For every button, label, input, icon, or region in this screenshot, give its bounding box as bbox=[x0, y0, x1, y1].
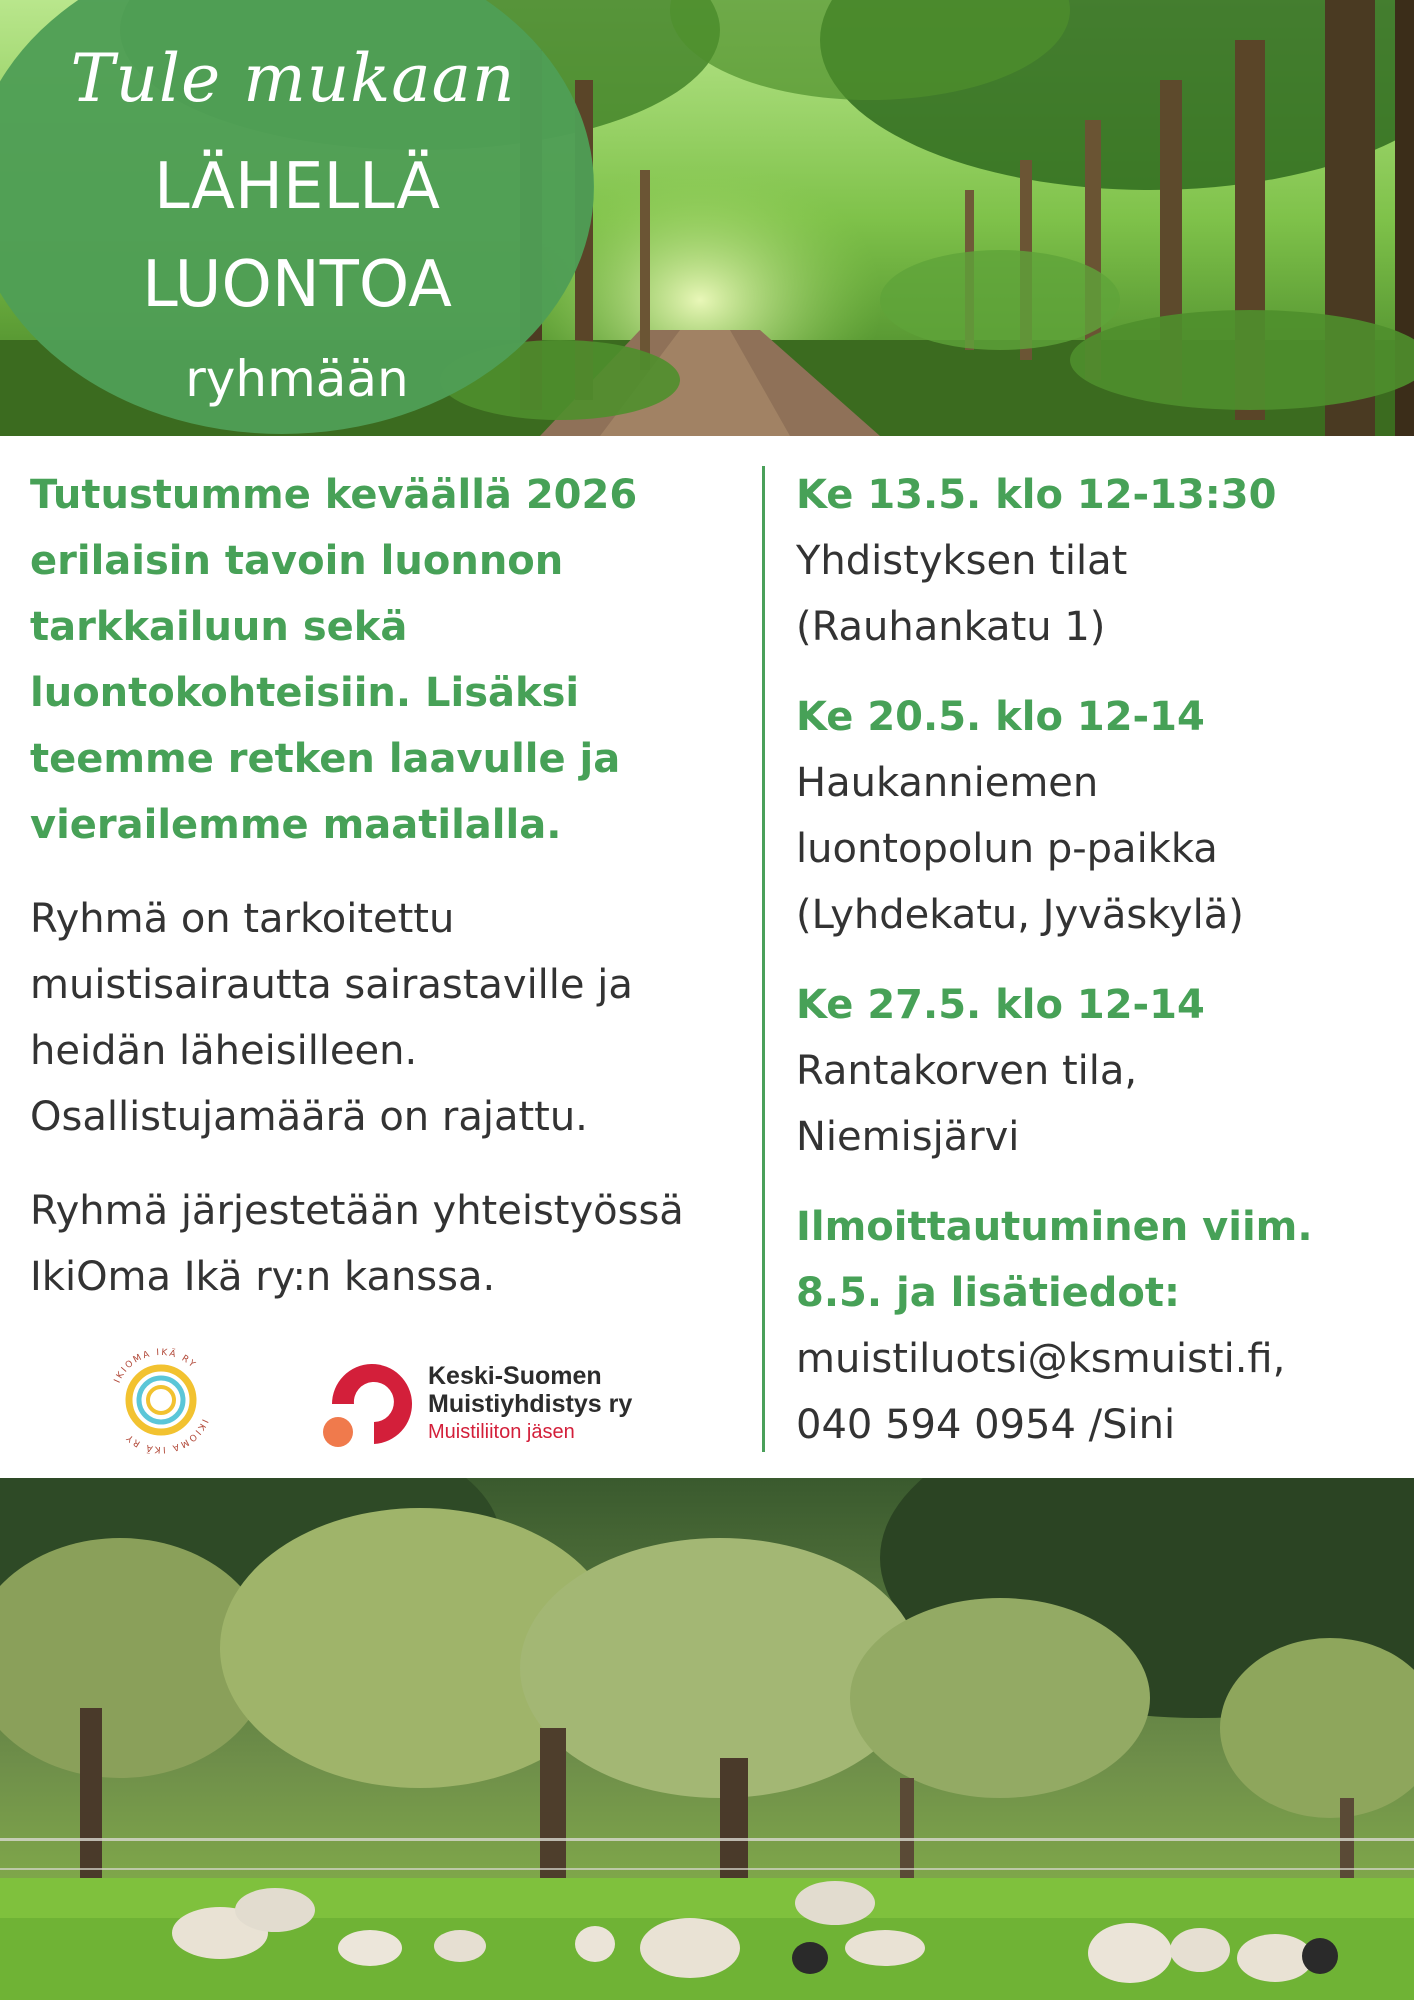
event-location bbox=[796, 1038, 1396, 1170]
ikioma-ika-logo bbox=[96, 1340, 226, 1460]
location-line: Haukanniemen bbox=[796, 760, 1099, 806]
event-time: Ke 27.5. klo 12-14 bbox=[796, 982, 1205, 1028]
event-time: Ke 13.5. klo 12-13:30 bbox=[796, 472, 1277, 518]
script-title: Tule mukaan bbox=[70, 40, 516, 117]
target-line: Osallistujamäärä on rajattu. bbox=[30, 1094, 588, 1140]
intro-line: teemme retken laavulle ja bbox=[30, 736, 621, 782]
ikioma-ring-text: IKIOMA IKÄ RY bbox=[112, 1347, 199, 1385]
cooperation-line: IkiOma Ikä ry:n kanssa. bbox=[30, 1254, 496, 1300]
title-line-1: LÄHELLÄ bbox=[153, 150, 441, 224]
location-line: luontopolun p-paikka bbox=[796, 826, 1218, 872]
ks-muistiyhdistys-logo bbox=[312, 1356, 412, 1456]
ks-name-line-2: Muistiyhdistys ry bbox=[428, 1390, 633, 1418]
location-line: Yhdistyksen tilat bbox=[796, 538, 1128, 584]
target-group-text bbox=[30, 886, 760, 1150]
cooperation-line: Ryhmä järjestetään yhteistyössä bbox=[30, 1188, 684, 1234]
event-time: Ke 20.5. klo 12-14 bbox=[796, 694, 1205, 740]
event-location bbox=[796, 750, 1396, 948]
intro-line: vierailemme maatilalla. bbox=[30, 802, 562, 848]
intro-line: tarkkailuun sekä bbox=[30, 604, 408, 650]
ikioma-ring-text-bottom: IKIOMA IKÄ RY bbox=[123, 1417, 210, 1455]
target-line: heidän läheisilleen. bbox=[30, 1028, 418, 1074]
contact-phone[interactable]: 040 594 0954 /Sini bbox=[796, 1402, 1176, 1448]
column-divider bbox=[762, 466, 765, 1452]
target-line: muistisairautta sairastaville ja bbox=[30, 962, 633, 1008]
event-location bbox=[796, 528, 1396, 660]
partner-logos bbox=[96, 1340, 696, 1460]
target-line: Ryhmä on tarkoitettu bbox=[30, 896, 455, 942]
contact-email[interactable]: muistiluotsi@ksmuisti.fi, bbox=[796, 1336, 1286, 1382]
intro-line: erilaisin tavoin luonnon bbox=[30, 538, 564, 584]
registration-heading bbox=[796, 1194, 1396, 1326]
schedule-column bbox=[796, 462, 1396, 1458]
ks-name-line-1: Keski-Suomen bbox=[428, 1362, 602, 1390]
intro-line: luontokohteisiin. Lisäksi bbox=[30, 670, 580, 716]
cooperation-text bbox=[30, 1178, 760, 1310]
registration-heading-line: Ilmoittautuminen viim. bbox=[796, 1204, 1313, 1250]
sheep-meadow-photo bbox=[0, 1478, 1414, 2000]
location-line: (Lyhdekatu, Jyväskylä) bbox=[796, 892, 1244, 938]
location-line: (Rauhankatu 1) bbox=[796, 604, 1106, 650]
location-line: Niemisjärvi bbox=[796, 1114, 1020, 1160]
ks-member-text: Muistiliiton jäsen bbox=[428, 1421, 575, 1443]
intro-text bbox=[30, 462, 760, 858]
title-line-3: ryhmään bbox=[185, 350, 409, 408]
description-column bbox=[30, 462, 760, 1310]
location-line: Rantakorven tila, bbox=[796, 1048, 1138, 1094]
title-line-2: LUONTOA bbox=[142, 248, 452, 322]
intro-line: Tutustumme keväällä 2026 bbox=[30, 472, 638, 518]
registration-heading-line: 8.5. ja lisätiedot: bbox=[796, 1270, 1181, 1316]
